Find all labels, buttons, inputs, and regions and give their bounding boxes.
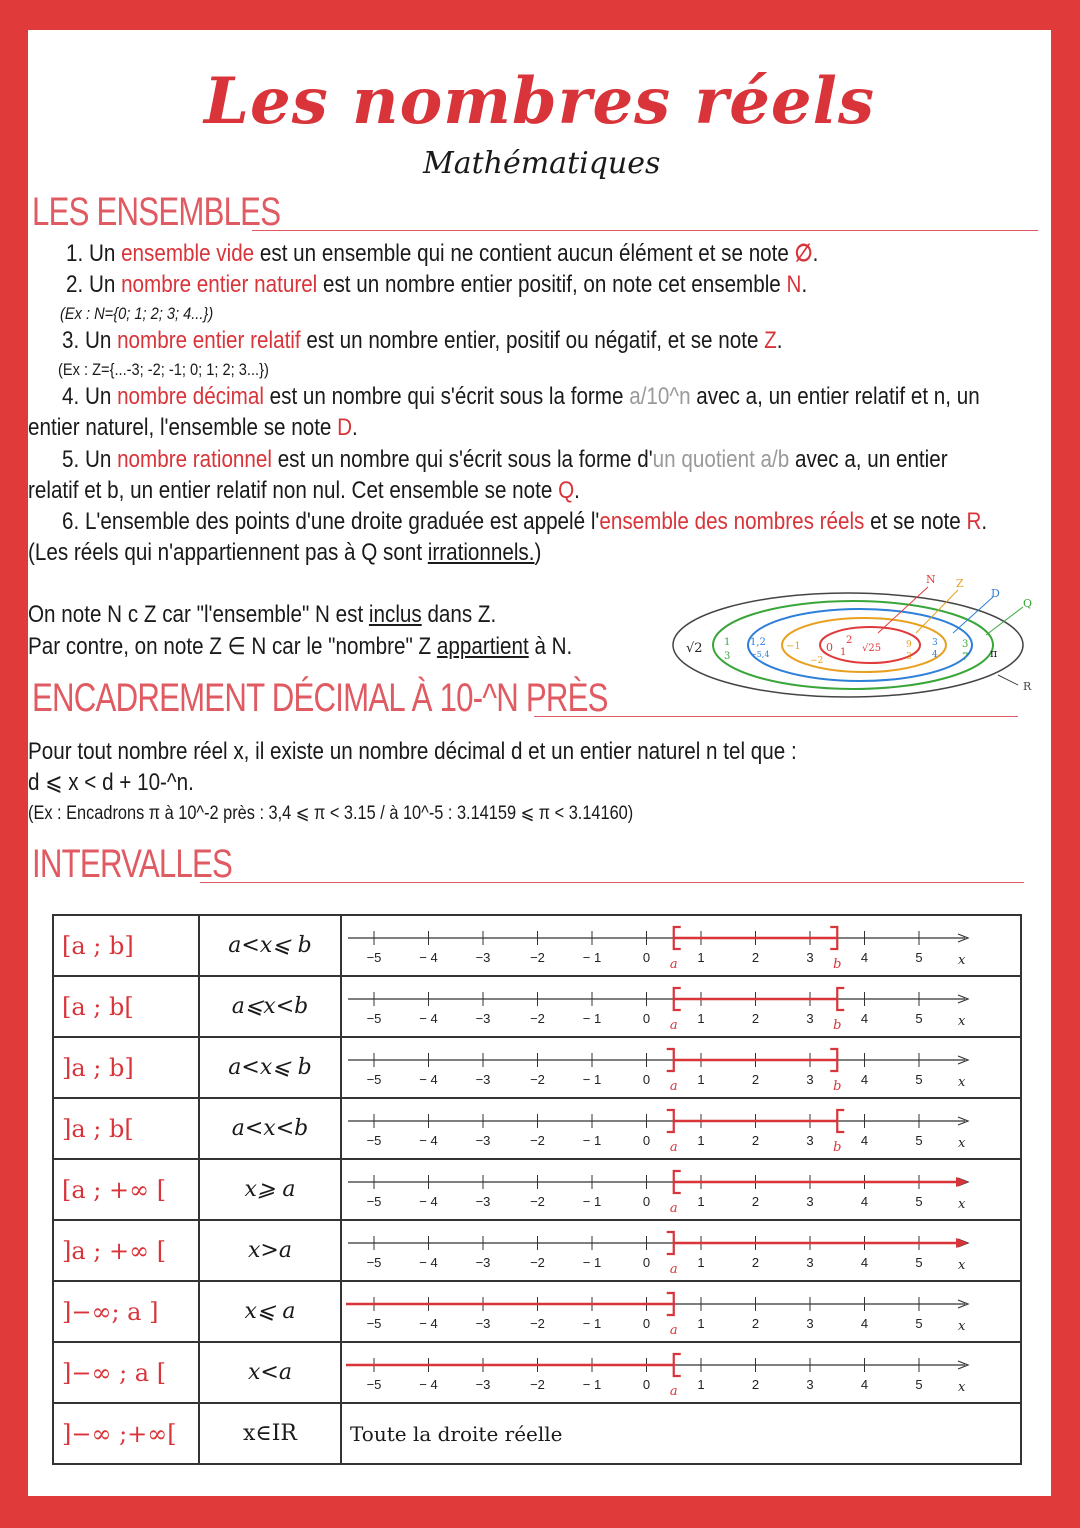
- def-rationnel: 5. Un nombre rationnel est un nombre qui s'écrit sous la forme d'un quotient a/b avec a, un entier: [62, 446, 948, 473]
- tick-label: 4: [860, 1377, 869, 1392]
- note-appartenance: Par contre, on note Z ∈ N car le "nombre" Z appartient à N.: [28, 633, 573, 660]
- tick-label: 5: [915, 1011, 923, 1026]
- tick-label: 2: [751, 1011, 760, 1026]
- tick-label: −5: [366, 950, 382, 965]
- tick-label: 4: [860, 1194, 869, 1209]
- b-label: b: [833, 1079, 842, 1094]
- axis-variable-label: x: [958, 1197, 966, 1212]
- a-label: a: [669, 1262, 678, 1277]
- tick-label: −3: [475, 1377, 491, 1392]
- item-minus-2: −2: [810, 656, 824, 666]
- item-three-quarters-n: 3: [932, 638, 938, 648]
- intervals-table: [52, 914, 1022, 1465]
- def-irrationnels: (Les réels qui n'appartiennent pas à Q sont irrationnels.): [28, 539, 542, 566]
- tick-label: −2: [530, 1316, 545, 1331]
- interval-inequality: a<x⩽ b: [199, 915, 341, 976]
- b-label: b: [833, 1140, 842, 1155]
- tick-label: − 4: [419, 1377, 438, 1392]
- item-nine: 9: [906, 640, 912, 650]
- tick-label: 4: [860, 1255, 869, 1270]
- page-title: Les nombres réels: [204, 64, 875, 139]
- tick-label: −3: [475, 1255, 491, 1270]
- tick-label: −5: [366, 1133, 382, 1148]
- tick-label: 4: [860, 950, 869, 965]
- item-pi: π: [990, 647, 998, 660]
- tick-label: 5: [915, 1255, 923, 1270]
- interval-row: [53, 976, 1021, 1037]
- tick-label: − 1: [582, 1133, 602, 1148]
- tick-label: − 4: [419, 950, 438, 965]
- item-three-quarters-d: 4: [932, 650, 938, 660]
- interval-inequality: x<a: [199, 1342, 341, 1403]
- item-two: 2: [846, 635, 853, 646]
- tick-label: − 1: [582, 1072, 602, 1087]
- axis-variable-label: x: [958, 1014, 966, 1029]
- note-inclusion: On note N c Z car "l'ensemble" N est inclus dans Z.: [28, 601, 497, 628]
- interval-inequality: x∈IR: [199, 1403, 341, 1464]
- number-line: [342, 1343, 1020, 1402]
- tick-label: 0: [642, 1072, 651, 1087]
- tick-label: 0: [642, 1377, 651, 1392]
- tick-label: −2: [530, 1072, 545, 1087]
- item-decimal-1: 1,2: [750, 637, 766, 648]
- tick-label: − 1: [582, 1011, 602, 1026]
- number-line: [342, 977, 1020, 1036]
- tick-label: − 4: [419, 1255, 438, 1270]
- set-label-q: Q: [1023, 597, 1033, 610]
- item-third-d: 3: [724, 651, 731, 662]
- b-label: b: [833, 957, 842, 972]
- b-label: b: [833, 1018, 842, 1033]
- item-zero: 0: [826, 641, 833, 654]
- tick-label: −3: [475, 1011, 491, 1026]
- a-label: a: [669, 957, 678, 972]
- interval-notation: ]a ; b]: [53, 1037, 199, 1098]
- tick-label: 5: [915, 1133, 923, 1148]
- tick-label: −3: [475, 1072, 491, 1087]
- tick-label: 1: [697, 1011, 705, 1026]
- item-three-sevenths-n: 3: [962, 639, 969, 650]
- example-naturel: (Ex : N={0; 1; 2; 3; 4...}): [60, 304, 214, 323]
- tick-label: −5: [366, 1194, 382, 1209]
- tick-label: − 4: [419, 1011, 438, 1026]
- interval-inequality: x>a: [199, 1220, 341, 1281]
- tick-label: −2: [530, 950, 545, 965]
- interval-row: [53, 1037, 1021, 1098]
- tick-label: −3: [475, 1194, 491, 1209]
- encadrement-formula: d ⩽ x < d + 10-^n.: [28, 769, 194, 796]
- def-decimal-cont: entier naturel, l'ensemble se note D.: [28, 414, 358, 441]
- interval-row: [53, 1098, 1021, 1159]
- def-entier-relatif: 3. Un nombre entier relatif est un nombre entier, positif ou négatif, et se note Z.: [62, 327, 783, 354]
- tick-label: 2: [751, 1072, 760, 1087]
- set-label-z: Z: [956, 577, 964, 590]
- tick-label: 5: [915, 1377, 923, 1392]
- tick-label: 3: [806, 1255, 814, 1270]
- section-divider: [200, 882, 1024, 883]
- a-label: a: [669, 1201, 678, 1216]
- interval-notation: ]−∞ ;+∞[: [53, 1403, 199, 1464]
- page-sheet: [28, 30, 1051, 1496]
- example-relatif: (Ex : Z={...-3; -2; -1; 0; 1; 2; 3...}): [58, 360, 269, 379]
- a-label: a: [669, 1384, 678, 1399]
- interval-inequality: x⩽ a: [199, 1281, 341, 1342]
- interval-inequality: a<x<b: [199, 1098, 341, 1159]
- tick-label: −5: [366, 1316, 382, 1331]
- tick-label: −2: [530, 1255, 545, 1270]
- axis-variable-label: x: [958, 1380, 966, 1395]
- tick-label: − 4: [419, 1133, 438, 1148]
- tick-label: 4: [860, 1316, 869, 1331]
- interval-row: [53, 1220, 1021, 1281]
- tick-label: 1: [697, 950, 705, 965]
- tick-label: 4: [860, 1011, 869, 1026]
- interval-notation: [a ; +∞ [: [53, 1159, 199, 1220]
- a-label: a: [669, 1079, 678, 1094]
- item-one: 1: [840, 647, 847, 658]
- tick-label: 1: [697, 1255, 705, 1270]
- axis-variable-label: x: [958, 1075, 966, 1090]
- tick-label: 2: [751, 1377, 760, 1392]
- item-nine-denominator: 3: [906, 652, 912, 662]
- section-intervalles-heading: INTERVALLES: [32, 842, 233, 886]
- tick-label: −2: [530, 1194, 545, 1209]
- number-line: [342, 1099, 1020, 1158]
- tick-label: 5: [915, 1072, 923, 1087]
- a-label: a: [669, 1323, 678, 1338]
- tick-label: 1: [697, 1072, 705, 1087]
- tick-label: −2: [530, 1011, 545, 1026]
- tick-label: − 4: [419, 1194, 438, 1209]
- interval-notation: ]a ; b[: [53, 1098, 199, 1159]
- item-third-n: 1: [724, 637, 731, 648]
- number-line: [342, 1282, 1020, 1341]
- a-label: a: [669, 1018, 678, 1033]
- tick-label: 0: [642, 1316, 651, 1331]
- interval-notation: ]−∞; a ]: [53, 1281, 199, 1342]
- tick-label: 2: [751, 1194, 760, 1209]
- tick-label: 1: [697, 1377, 705, 1392]
- def-decimal: 4. Un nombre décimal est un nombre qui s'écrit sous la forme a/10^n avec a, un entier relatif et n, un: [62, 383, 980, 410]
- number-line: [342, 1038, 1020, 1097]
- tick-label: 0: [642, 1194, 651, 1209]
- def-reels: 6. L'ensemble des points d'une droite graduée est appelé l'ensemble des nombres réels et se note R.: [62, 508, 988, 535]
- interval-inequality: a<x⩽ b: [199, 1037, 341, 1098]
- tick-label: − 1: [582, 1255, 602, 1270]
- tick-label: 0: [642, 1255, 651, 1270]
- tick-label: −3: [475, 950, 491, 965]
- def-rationnel-cont: relatif et b, un entier relatif non nul. Cet ensemble se note Q.: [28, 477, 580, 504]
- tick-label: 3: [806, 1377, 814, 1392]
- set-label-n: N: [926, 573, 936, 586]
- tick-label: − 1: [582, 1377, 602, 1392]
- tick-label: − 1: [582, 1316, 602, 1331]
- tick-label: 2: [751, 1133, 760, 1148]
- interval-inequality: x⩾ a: [199, 1159, 341, 1220]
- axis-variable-label: x: [958, 953, 966, 968]
- tick-label: 3: [806, 1133, 814, 1148]
- tick-label: 0: [642, 1011, 651, 1026]
- tick-label: 3: [806, 1194, 814, 1209]
- item-three-sevenths-d: 7: [962, 652, 969, 663]
- interval-row: [53, 1159, 1021, 1220]
- interval-inequality: a⩽x<b: [199, 976, 341, 1037]
- tick-label: − 1: [582, 1194, 602, 1209]
- tick-label: 5: [915, 1194, 923, 1209]
- encadrement-example: (Ex : Encadrons π à 10^-2 près : 3,4 ⩽ π < 3.15 / à 10^-5 : 3.14159 ⩽ π < 3.14160): [28, 803, 634, 824]
- tick-label: 1: [697, 1316, 705, 1331]
- tick-label: 1: [697, 1133, 705, 1148]
- item-decimal-2: −5,4: [750, 650, 770, 659]
- tick-label: −5: [366, 1255, 382, 1270]
- number-line: [342, 916, 1020, 975]
- tick-label: 3: [806, 1072, 814, 1087]
- tick-label: −3: [475, 1316, 491, 1331]
- set-label-d: D: [991, 587, 1000, 600]
- set-label-r: R: [1023, 680, 1032, 693]
- tick-label: − 1: [582, 950, 602, 965]
- axis-variable-label: x: [958, 1258, 966, 1273]
- tick-label: − 4: [419, 1072, 438, 1087]
- tick-label: 5: [915, 950, 923, 965]
- interval-notation: [a ; b[: [53, 976, 199, 1037]
- interval-arrow: [956, 1238, 968, 1248]
- tick-label: 1: [697, 1194, 705, 1209]
- interval-notation: ]−∞ ; a [: [53, 1342, 199, 1403]
- section-divider: [252, 230, 1038, 231]
- item-minus-1: −1: [786, 641, 801, 652]
- interval-row: [53, 915, 1021, 976]
- a-label: a: [669, 1140, 678, 1155]
- number-line: [342, 1160, 1020, 1219]
- tick-label: −5: [366, 1377, 382, 1392]
- axis-variable-label: x: [958, 1136, 966, 1151]
- interval-row: [53, 1342, 1021, 1403]
- tick-label: 0: [642, 1133, 651, 1148]
- tick-label: −5: [366, 1072, 382, 1087]
- section-encadrement-heading: ENCADREMENT DÉCIMAL À 10-^N PRÈS: [32, 676, 608, 720]
- tick-label: 5: [915, 1316, 923, 1331]
- tick-label: 3: [806, 950, 814, 965]
- def-ensemble-vide: 1. Un ensemble vide est un ensemble qui ne contient aucun élément et se note ∅.: [66, 240, 819, 267]
- page-subtitle: Mathématiques: [423, 146, 661, 181]
- section-divider: [534, 716, 1018, 717]
- axis-variable-label: x: [958, 1319, 966, 1334]
- interval-row-all: [53, 1403, 1021, 1464]
- encadrement-statement: Pour tout nombre réel x, il existe un nombre décimal d et un entier naturel n tel que :: [28, 738, 797, 765]
- nested-sets-diagram: [668, 545, 1048, 705]
- def-entier-naturel: 2. Un nombre entier naturel est un nombre entier positif, on note cet ensemble N.: [66, 271, 808, 298]
- tick-label: 0: [642, 950, 651, 965]
- item-sqrt2: √2: [686, 641, 703, 656]
- tick-label: −2: [530, 1377, 545, 1392]
- tick-label: 2: [751, 950, 760, 965]
- tick-label: −2: [530, 1133, 545, 1148]
- section-ensembles-heading: LES ENSEMBLES: [32, 190, 281, 234]
- tick-label: −5: [366, 1011, 382, 1026]
- tick-label: 3: [806, 1316, 814, 1331]
- tick-label: 4: [860, 1133, 869, 1148]
- number-line: [342, 1221, 1020, 1280]
- interval-notation: [a ; b]: [53, 915, 199, 976]
- item-sqrt25: √25: [862, 643, 882, 654]
- tick-label: 4: [860, 1072, 869, 1087]
- tick-label: 3: [806, 1011, 814, 1026]
- tick-label: − 4: [419, 1316, 438, 1331]
- tick-label: 2: [751, 1255, 760, 1270]
- interval-notation: ]a ; +∞ [: [53, 1220, 199, 1281]
- interval-row: [53, 1281, 1021, 1342]
- tick-label: −3: [475, 1133, 491, 1148]
- interval-arrow: [956, 1177, 968, 1187]
- tick-label: 2: [751, 1316, 760, 1331]
- interval-description: Toute la droite réelle: [350, 1421, 563, 1446]
